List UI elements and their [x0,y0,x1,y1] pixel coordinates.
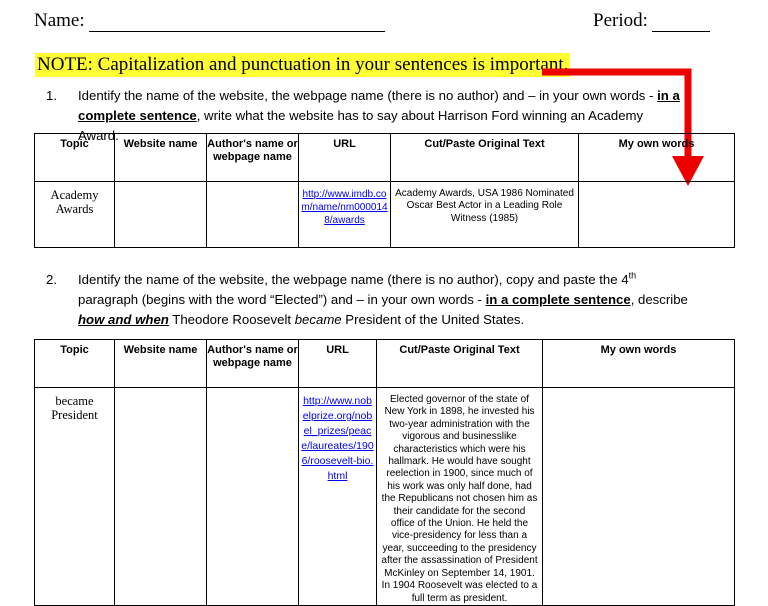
website-name-cell[interactable] [115,388,207,606]
col-website-name: Website name [115,340,207,388]
col-url: URL [299,340,377,388]
col-own-words: My own words [543,340,735,388]
note-banner: NOTE: Capitalization and punctuation in your sentences is important. [37,54,569,75]
cut-paste-cell: Elected governor of the state of New York in 1898, he invested his two-year administration with the vigorous and businesslike characteristics which were his hallmark. He would have sought reelection in 1900, since much of his work was only half done, had the Republicans not chosen him as their candidate for the second office of the Union. He held the vice-presidency for less than a year, succeeding to the presidency after the assassination of President McKinley on September 14, 1901. In 1904 Roosevelt was elected to a full term as president. [377,388,543,606]
name-label: Name: [34,10,85,31]
topic-cell: Academy Awards [35,182,115,248]
url-link[interactable]: http://www.imdb.com/name/nm0000148/awards [299,182,391,248]
website-name-cell[interactable] [115,182,207,248]
topic-cell: became President [35,388,115,606]
table-row [35,182,735,248]
col-website-name: Website name [115,134,207,182]
col-own-words: My own words [579,134,735,182]
col-cut-paste: Cut/Paste Original Text [391,134,579,182]
table-2-header-row [35,340,735,388]
question-1-text: Identify the name of the website, the webpage name (there is no author) and – in your own words - in a complete sentence, write what the website has to say about Harrison Ford winning an Academy Award. [78,88,680,143]
author-name-cell[interactable] [207,388,299,606]
col-topic: Topic [35,134,115,182]
col-author-name: Author's name or webpage name [207,340,299,388]
question-2 [46,270,696,330]
url-link[interactable]: http://www.nobelprize.org/nobel_prizes/peace/laureates/1906/roosevelt-bio.html [299,388,377,606]
col-cut-paste: Cut/Paste Original Text [377,340,543,388]
table-1-header-row [35,134,735,182]
own-words-cell[interactable] [543,388,735,606]
cut-paste-cell: Academy Awards, USA 1986 Nominated Oscar Best Actor in a Leading Role Witness (1985) [391,182,579,248]
col-url: URL [299,134,391,182]
question-2-text: Identify the name of the website, the webpage name (there is no author), copy and paste the 4th paragraph (begins with the word “Elected”) and – in your own words - in a complete sentence, describe how and when Theodore Roosevelt became President of the United States. [78,270,688,327]
author-name-cell[interactable] [207,182,299,248]
question-2-number: 2. [46,272,57,287]
period-label: Period: [593,10,648,31]
table-1 [34,133,735,248]
table-row [35,388,735,606]
question-1-number: 1. [46,88,57,103]
col-author-name: Author's name or webpage name [207,134,299,182]
own-words-cell[interactable] [579,182,735,248]
table-2 [34,339,735,606]
col-topic: Topic [35,340,115,388]
